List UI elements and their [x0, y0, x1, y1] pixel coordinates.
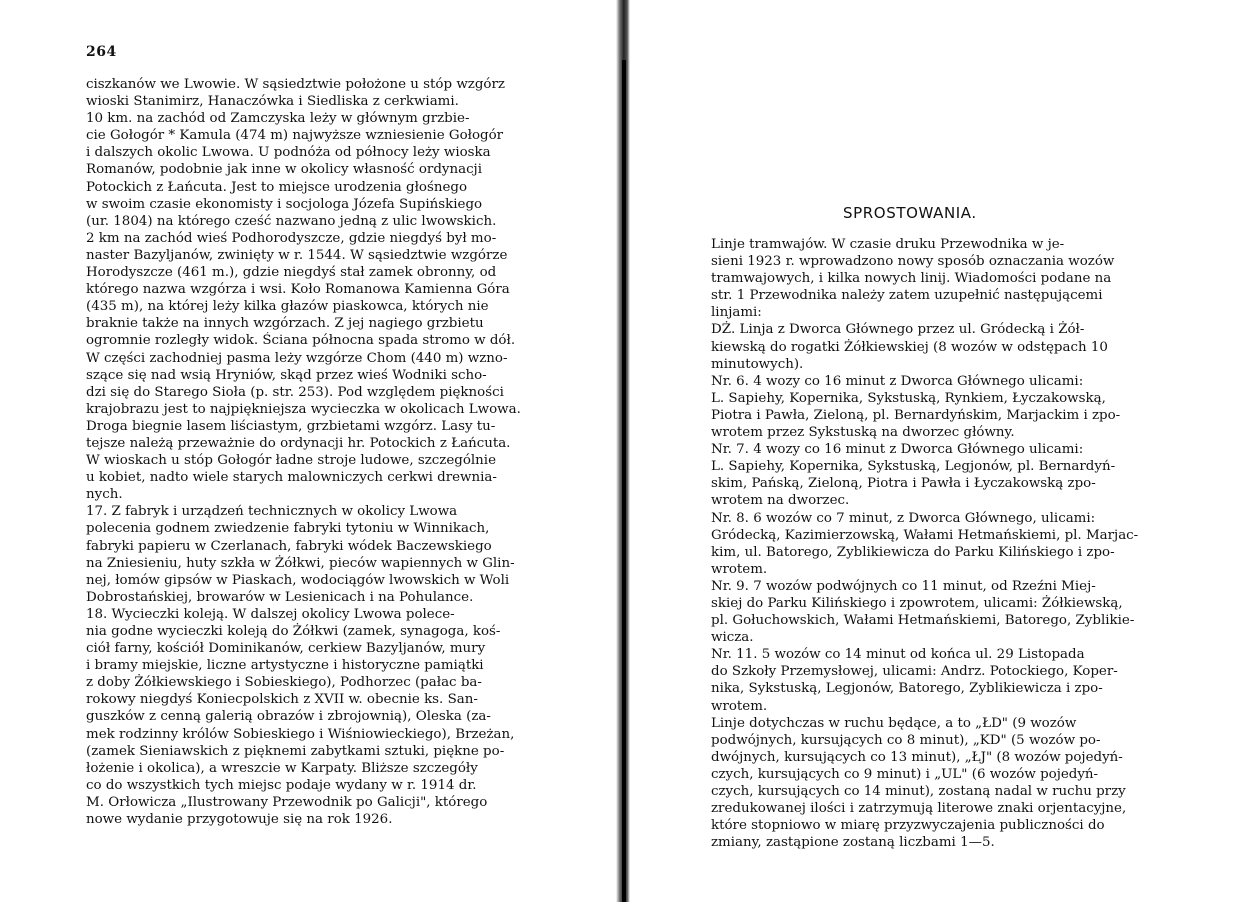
page-number: 264: [86, 44, 117, 60]
text-line: zmiany, zastąpione zostaną liczbami 1—5.: [711, 835, 995, 851]
left-page: [0, 0, 605, 902]
right-page: [640, 0, 1236, 902]
text-line: M. Orłowicza „Ilustrowany Przewodnik po Galicji", którego: [86, 794, 488, 810]
text-line: Nr. 11. 5 wozów co 14 minut od końca ul. 29 Listopada: [711, 647, 1085, 663]
text-line: ciół farny, kościół Dominikanów, cerkiew Bazyljanów, mury: [86, 641, 486, 657]
text-line: Gródecką, Kazimierzowską, Wałami Hetmańskiemi, pl. Marjac-: [711, 527, 1139, 543]
text-line: wrotem na dworzec.: [711, 493, 850, 509]
text-line: i dalszych okolic Lwowa. U podnóża od północy leży wioska: [86, 145, 491, 161]
text-line: wrotem.: [711, 561, 768, 577]
right-page-text: [711, 236, 1206, 851]
text-line: tramwajowych, i kilka nowych linij. Wiadomości podane na: [711, 271, 1112, 287]
text-line: mek rodzinny królów Sobieskiego i Wiśniowieckiego), Brzeżan,: [86, 726, 515, 742]
text-line: fabryki papieru w Czerlanach, fabryki wódek Baczewskiego: [86, 538, 492, 554]
text-line: czych, kursujących co 9 minut) i „UL" (6 wozów pojedyń-: [711, 766, 1099, 782]
text-line: ciszkanów we Lwowie. W sąsiedztwie położone u stóp wzgórz: [86, 77, 505, 92]
text-line: 2 km na zachód wieś Podhorodyszcze, gdzie niegdyś był mo-: [86, 230, 497, 246]
text-line: Romanów, podobnie jak inne w okolicy własność ordynacji: [86, 162, 482, 178]
text-line: dzi się do Starego Sioła (p. str. 253). Pod względem piękności: [86, 384, 504, 400]
text-line: DŻ. Linja z Dworca Głównego przez ul. Gródecką i Żół-: [711, 322, 1085, 338]
text-line: nej, łomów gipsów w Piaskach, wodociągów lwowskich w Woli: [86, 572, 510, 588]
text-line: guszków z cenną galerią obrazów i zbrojownią), Oleska (za-: [86, 709, 491, 725]
left-page-text: [86, 76, 571, 828]
text-line: do Szkoły Przemysłowej, ulicami: Andrz. Potockiego, Koper-: [711, 664, 1118, 680]
text-line: kim, ul. Batorego, Zyblikiewicza do Parku Kilińskiego i zpo-: [711, 544, 1115, 560]
text-line: Dobrostańskiej, browarów w Lesienicach i na Pohulance.: [86, 589, 474, 605]
corrections-heading: SPROSTOWANIA.: [843, 204, 977, 222]
text-line: wioski Stanimirz, Hanaczówka i Siedliska z cerkwiami.: [86, 94, 459, 110]
text-line: Linje dotychczas w ruchu będące, a to „ŁD" (9 wozów: [711, 715, 1077, 731]
text-line: wicza.: [711, 630, 754, 646]
text-line: braknie także na innych wzgórzach. Z jej nagiego grzbietu: [86, 316, 484, 332]
text-line: i bramy miejskie, liczne artystyczne i historyczne pamiątki: [86, 658, 484, 674]
text-line: którego nazwa wzgórza i wsi. Koło Romanowa Kamienna Góra: [86, 282, 510, 298]
text-line: W części zachodniej pasma leży wzgórze Chom (440 m) wzno-: [86, 350, 508, 366]
text-line: nika, Sykstuską, Legjonów, Batorego, Zyblikiewicza i zpo-: [711, 681, 1103, 697]
text-line: kiewską do rogatki Żółkiewskiej (8 wozów w odstępach 10: [711, 339, 1108, 355]
text-line: wrotem.: [711, 698, 768, 714]
text-line: 10 km. na zachód od Zamczyska leży w głównym grzbie-: [86, 111, 470, 127]
text-line: Nr. 8. 6 wozów co 7 minut, z Dworca Głównego, ulicami:: [711, 510, 1096, 526]
text-line: Nr. 7. 4 wozy co 16 minut z Dworca Głównego ulicami:: [711, 442, 1084, 458]
text-line: Linje tramwajów. W czasie druku Przewodnika w je-: [711, 237, 1065, 252]
book-gutter: [606, 0, 640, 902]
text-line: polecenia godnem zwiedzenie fabryki tytoniu w Winnikach,: [86, 521, 490, 537]
text-line: Piotra i Pawła, Zieloną, pl. Bernardyńskim, Marjackim i zpo-: [711, 407, 1121, 423]
text-line: u kobiet, nadto wiele starych malowniczych cerkwi drewnia-: [86, 470, 497, 486]
text-line: linjami:: [711, 305, 762, 321]
text-line: minutowych).: [711, 356, 804, 372]
text-line: łożenie i okolica), a wreszcie w Karpaty. Bliższe szczegóły: [86, 760, 478, 776]
text-line: Horodyszcze (461 m.), gdzie niegdyś stał zamek obronny, od: [86, 265, 497, 281]
text-line: na Zniesieniu, huty szkła w Żółkwi, pieców wapiennych w Glin-: [86, 555, 515, 571]
text-line: ogromnie rozległy widok. Ściana północna spada stromo w dół.: [86, 333, 516, 349]
text-line: L. Sapiehy, Kopernika, Sykstuską, Legjonów, pl. Bernardyń-: [711, 459, 1116, 475]
text-line: rokowy niegdyś Koniecpolskich z XVII w. obecnie ks. San-: [86, 692, 478, 708]
text-line: czych, kursujących co 14 minut), zostaną nadal w ruchu przy: [711, 784, 1126, 799]
text-line: skim, Pańską, Zieloną, Piotra i Pawła i Łyczakowską zpo-: [711, 476, 1096, 492]
text-line: pl. Gołuchowskich, Wałami Hetmańskiemi, Batorego, Zyblikie-: [711, 613, 1135, 629]
text-line: tejsze należą przeważnie do ordynacji hr. Potockich z Łańcuta.: [86, 435, 511, 451]
text-line: 17. Z fabryk i urządzeń technicznych w okolicy Lwowa: [86, 504, 458, 520]
text-line: (435 m), na której leży kilka głazów piaskowca, których nie: [86, 299, 489, 315]
text-line: nia godne wycieczki koleją do Żółkwi (zamek, synagoga, koś-: [86, 624, 501, 639]
text-line: L. Sapiehy, Kopernika, Sykstuską, Rynkiem, Łyczakowską,: [711, 390, 1106, 406]
text-line: (ur. 1804) na którego cześć nazwano jedną z ulic lwowskich.: [86, 213, 497, 229]
text-line: (zamek Sieniawskich z pięknemi zabytkami sztuki, piękne po-: [86, 743, 505, 759]
text-line: Nr. 9. 7 wozów podwójnych co 11 minut, od Rzeźni Miej-: [711, 578, 1096, 594]
text-line: nych.: [86, 487, 123, 503]
text-line: 18. Wycieczki koleją. W dalszej okolicy Lwowa polece-: [86, 606, 455, 622]
text-line: Potockich z Łańcuta. Jest to miejsce urodzenia głośnego: [86, 179, 468, 195]
text-line: szące się nad wsią Hryniów, skąd przez wieś Wodniki scho-: [86, 367, 487, 383]
text-line: sieni 1923 r. wprowadzono nowy sposób oznaczania wozów: [711, 254, 1115, 270]
text-line: str. 1 Przewodnika należy zatem uzupełnić następującemi: [711, 288, 1103, 304]
text-line: Droga biegnie lasem liściastym, grzbietami wzgórz. Lasy tu-: [86, 418, 496, 434]
text-line: Nr. 6. 4 wozy co 16 minut z Dworca Głównego ulicami:: [711, 373, 1084, 389]
text-line: skiej do Parku Kilińskiego i zpowrotem, ulicami: Żółkiewską,: [711, 595, 1123, 611]
text-line: w swoim czasie ekonomisty i socjologa Józefa Supińskiego: [86, 196, 483, 212]
text-line: co do wszystkich tych miejsc podaje wydany w r. 1914 dr.: [86, 777, 477, 793]
text-line: z doby Żółkiewskiego i Sobieskiego), Podhorzec (pałac ba-: [86, 675, 482, 691]
gutter-fold-line: [622, 60, 626, 902]
text-line: naster Bazyljanów, zwinięty w r. 1544. W sąsiedztwie wzgórze: [86, 247, 508, 263]
text-line: zredukowanej ilości i zatrzymują literowe znaki orjentacyjne,: [711, 801, 1127, 817]
text-line: dwójnych, kursujących co 13 minut), „ŁJ" (8 wozów pojedyń-: [711, 749, 1123, 765]
text-line: cie Gołogór * Kamula (474 m) najwyższe wzniesienie Gołogór: [86, 128, 504, 144]
text-line: wrotem przez Sykstuską na dworzec główny.: [711, 425, 1015, 441]
text-line: nowe wydanie przygotowuje się na rok 1926.: [86, 812, 393, 828]
text-line: które stopniowo w miarę przyzwyczajenia publiczności do: [711, 818, 1105, 834]
text-line: podwójnych, kursujących co 8 minut), „KD" (5 wozów po-: [711, 732, 1101, 748]
text-line: krajobrazu jest to najpiękniejsza wycieczka w okolicach Lwowa.: [86, 401, 521, 417]
text-line: W wioskach u stóp Gołogór ładne stroje ludowe, szczególnie: [86, 453, 496, 469]
